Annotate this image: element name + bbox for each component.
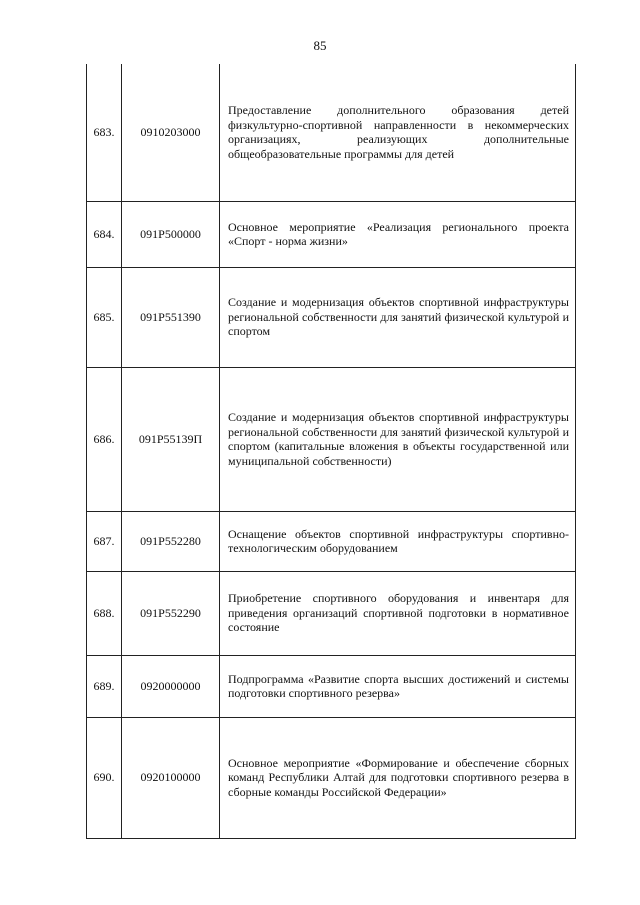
classification-code: 091P500000 (122, 201, 220, 267)
row-description: Оснащение объектов спортивной инфраструктуры спортивно-технологическим оборудованием (220, 511, 576, 571)
row-description: Приобретение спортивного оборудования и инвентаря для приведения организаций спортивной подготовки в нормативное состояние (220, 571, 576, 655)
row-description: Основное мероприятие «Формирование и обеспечение сборных команд Республики Алтай для подготовки спортивного резерва в сборные команды Российской Федерации» (220, 717, 576, 838)
row-description: Предоставление дополнительного образования детей физкультурно-спортивной направленности в некоммерческих организациях, реализующих дополнительные общеобразовательные программы для детей (220, 64, 576, 201)
row-number: 683. (87, 64, 122, 201)
classification-code: 091P552280 (122, 511, 220, 571)
classification-code: 091P552290 (122, 571, 220, 655)
classification-code: 091P55139П (122, 367, 220, 511)
table-row (87, 511, 576, 571)
page-number: 85 (313, 38, 327, 53)
row-number: 686. (87, 367, 122, 511)
row-number: 688. (87, 571, 122, 655)
row-description: Создание и модернизация объектов спортивной инфраструктуры региональной собственности для занятий физической культурой и спортом (капитальные вложения в объекты государственной или муниципальной собственности) (220, 367, 576, 511)
classification-code: 0920000000 (122, 655, 220, 717)
row-number: 687. (87, 511, 122, 571)
classification-code: 091P551390 (122, 267, 220, 367)
row-description: Создание и модернизация объектов спортивной инфраструктуры региональной собственности для занятий физической культурой и спортом (220, 267, 576, 367)
budget-classification-table (86, 64, 576, 839)
row-number: 689. (87, 655, 122, 717)
table-row (87, 267, 576, 367)
row-number: 690. (87, 717, 122, 838)
row-description: Подпрограмма «Развитие спорта высших достижений и системы подготовки спортивного резерва» (220, 655, 576, 717)
table-row (87, 655, 576, 717)
table-row (87, 717, 576, 838)
row-number: 685. (87, 267, 122, 367)
table-row (87, 367, 576, 511)
table-row (87, 571, 576, 655)
classification-code: 0920100000 (122, 717, 220, 838)
row-number: 684. (87, 201, 122, 267)
row-description: Основное мероприятие «Реализация регионального проекта «Спорт - норма жизни» (220, 201, 576, 267)
table-row (87, 201, 576, 267)
classification-code: 0910203000 (122, 64, 220, 201)
table-row (87, 64, 576, 201)
